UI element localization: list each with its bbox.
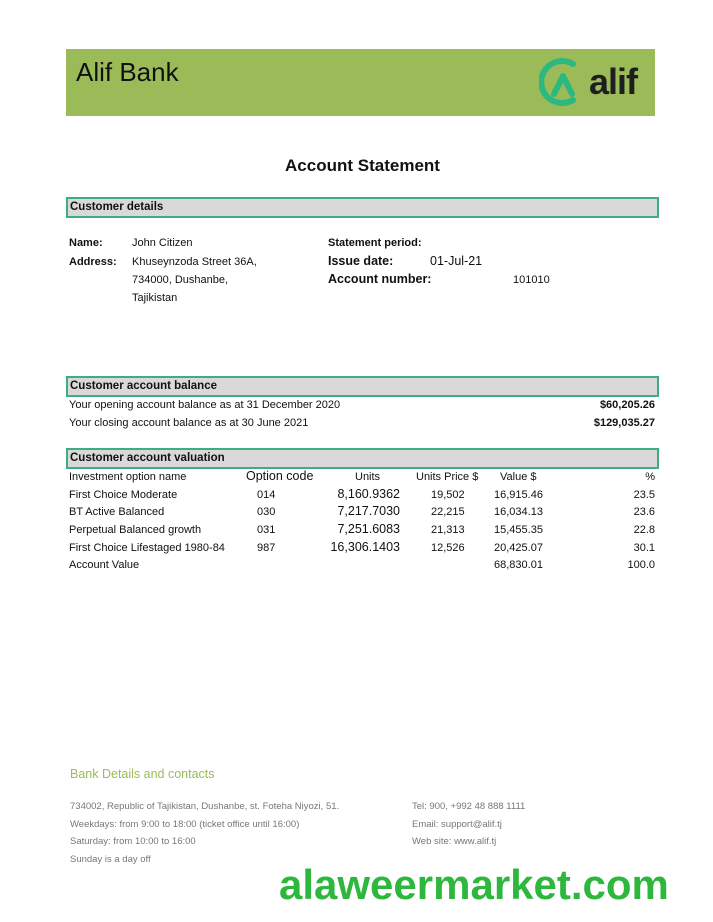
col-header-unit-price: Units Price $ xyxy=(416,471,479,483)
footer-email: Email: support@alif.tj xyxy=(412,819,502,830)
footer-saturday: Saturday: from 10:00 to 16:00 xyxy=(70,836,196,847)
table-row-code: 031 xyxy=(257,524,276,536)
table-row-percent: 23.5 xyxy=(633,489,655,501)
customer-details-header: Customer details xyxy=(66,197,659,218)
address-line-3: Tajikistan xyxy=(132,292,178,304)
footer-weekdays: Weekdays: from 9:00 to 18:00 (ticket office until 16:00) xyxy=(70,819,300,830)
table-row-unit-price: 12,526 xyxy=(431,542,465,554)
table-row-unit-price: 22,215 xyxy=(431,506,465,518)
table-row-value: 20,425.07 xyxy=(494,542,543,554)
opening-balance-value: $60,205.26 xyxy=(599,399,655,411)
table-row-value: 15,455.35 xyxy=(494,524,543,536)
account-number-value: 101010 xyxy=(513,274,550,286)
account-number-label: Account number: xyxy=(328,272,432,286)
table-row-value: 16,915.46 xyxy=(494,489,543,501)
table-row-code: 987 xyxy=(257,542,276,554)
footer-title: Bank Details and contacts xyxy=(70,767,215,781)
issue-date-value: 01-Jul-21 xyxy=(430,254,483,268)
alif-logo-icon xyxy=(539,56,585,108)
issue-date-label: Issue date: xyxy=(328,254,394,268)
footer-tel: Tel: 900, +992 48 888 1111 xyxy=(412,801,526,812)
table-row-percent: 22.8 xyxy=(633,524,655,536)
table-row-name: BT Active Balanced xyxy=(69,506,165,518)
account-value-label: Account Value xyxy=(69,559,140,571)
closing-balance-label: Your closing account balance as at 30 June 2021 xyxy=(69,417,309,429)
table-row-code: 014 xyxy=(257,489,276,501)
table-row-value: 16,034.13 xyxy=(494,506,543,518)
table-row-units: 8,160.9362 xyxy=(337,487,400,501)
footer-sunday: Sunday is a day off xyxy=(70,854,151,865)
bank-logo xyxy=(539,52,637,112)
document-title: Account Statement xyxy=(285,156,440,175)
table-row-name: First Choice Moderate xyxy=(69,489,178,501)
bank-name: Alif Bank xyxy=(76,57,179,87)
col-header-value: Value $ xyxy=(500,471,537,483)
statement-period-label: Statement period: xyxy=(328,237,422,249)
table-row-percent: 30.1 xyxy=(633,542,655,554)
watermark-text: alaweermarket.com xyxy=(279,861,669,908)
table-row-name: First Choice Lifestaged 1980-84 xyxy=(69,542,225,554)
footer-address: 734002, Republic of Tajikistan, Dushanbe, st. Foteha Niyozi, 51. xyxy=(70,801,340,812)
table-row-unit-price: 19,502 xyxy=(431,489,465,501)
table-row-units: 7,251.6083 xyxy=(337,522,400,536)
account-balance-header: Customer account balance xyxy=(66,376,659,397)
account-valuation-header: Customer account valuation xyxy=(66,448,659,469)
col-header-percent: % xyxy=(645,471,655,483)
footer-website: Web site: www.alif.tj xyxy=(412,836,497,847)
table-row-units: 16,306.1403 xyxy=(330,540,400,554)
address-label: Address: xyxy=(69,256,117,268)
closing-balance-value: $129,035.27 xyxy=(593,417,655,429)
col-header-units: Units xyxy=(355,471,381,483)
account-value-percent: 100.0 xyxy=(627,559,655,571)
col-header-code: Option code xyxy=(246,469,314,483)
name-label: Name: xyxy=(69,237,103,249)
logo-text: alif xyxy=(588,61,637,102)
table-row-units: 7,217.7030 xyxy=(337,504,400,518)
bank-header xyxy=(66,49,655,116)
name-value: John Citizen xyxy=(132,237,193,249)
account-value-total: 68,830.01 xyxy=(494,559,543,571)
table-row-unit-price: 21,313 xyxy=(431,524,465,536)
table-row-code: 030 xyxy=(257,506,276,518)
address-line-2: 734000, Dushanbe, xyxy=(132,274,229,286)
table-row-name: Perpetual Balanced growth xyxy=(69,524,202,536)
opening-balance-label: Your opening account balance as at 31 December 2020 xyxy=(69,399,341,411)
col-header-name: Investment option name xyxy=(69,471,187,483)
address-line-1: Khuseynzoda Street 36A, xyxy=(132,256,257,268)
table-row-percent: 23.6 xyxy=(633,506,655,518)
